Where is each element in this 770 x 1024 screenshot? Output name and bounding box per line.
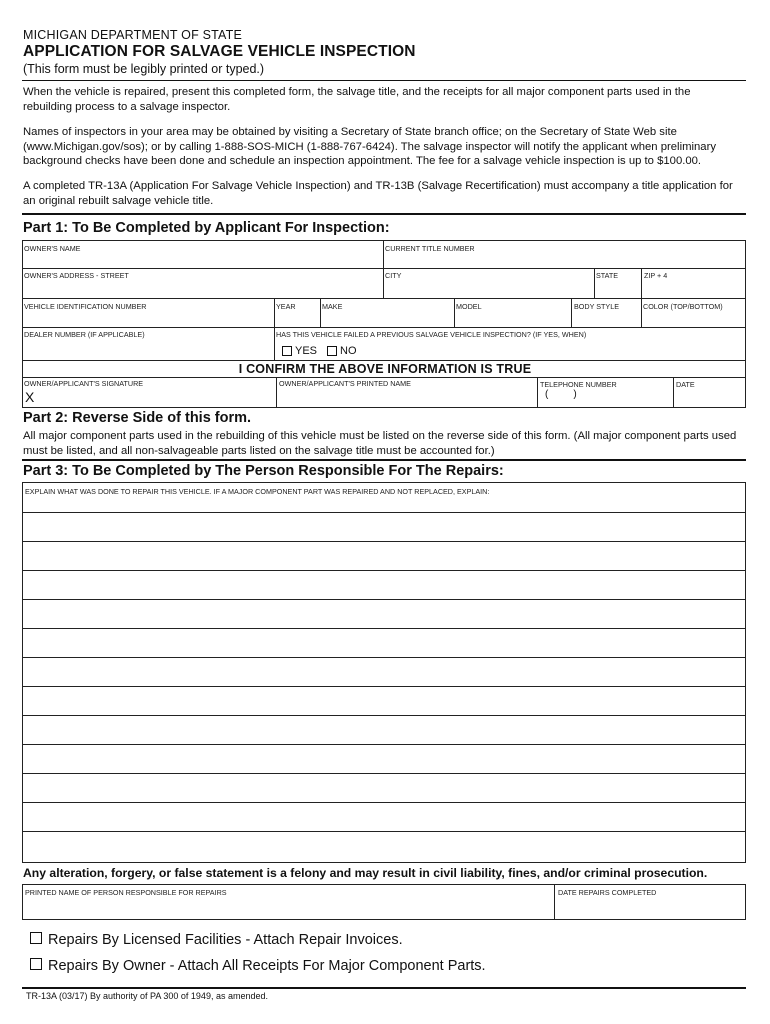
telephone-area-code: ( )	[545, 389, 577, 400]
date-repairs-completed-field[interactable]: DATE REPAIRS COMPLETED	[558, 888, 657, 897]
signature-mark: X	[25, 389, 35, 405]
part1-divider	[22, 213, 746, 215]
part1-title: Part 1: To Be Completed by Applicant For Inspection:	[23, 220, 390, 236]
date-field[interactable]: DATE	[676, 380, 695, 389]
checkbox-icon	[327, 346, 337, 356]
checkbox-icon	[282, 346, 292, 356]
yes-checkbox[interactable]: YES	[282, 345, 317, 357]
intro-paragraph-1: When the vehicle is repaired, present this completed form, the salvage title, and the receipts for all major component parts used in the rebuilding process to a salvage inspector.	[23, 86, 691, 113]
no-checkbox[interactable]: NO	[327, 345, 357, 357]
header-divider	[22, 80, 746, 81]
licensed-facilities-option[interactable]: Repairs By Licensed Facilities - Attach Repair Invoices.	[30, 932, 403, 948]
form-title: APPLICATION FOR SALVAGE VEHICLE INSPECTION	[23, 43, 416, 60]
dealer-number-field[interactable]: DEALER NUMBER (IF APPLICABLE)	[24, 330, 145, 339]
repair-explanation-box[interactable]	[22, 482, 746, 863]
printed-name-field[interactable]: OWNER/APPLICANT'S PRINTED NAME	[279, 379, 411, 388]
failed-inspection-question: HAS THIS VEHICLE FAILED A PREVIOUS SALVAGE VEHICLE INSPECTION? (IF YES, WHEN)	[276, 330, 587, 339]
owner-address-field[interactable]: OWNER'S ADDRESS - STREET	[24, 271, 129, 280]
form-subtitle: (This form must be legibly printed or typed.)	[23, 62, 265, 76]
footer-divider	[22, 987, 746, 989]
repair-explanation-label: EXPLAIN WHAT WAS DONE TO REPAIR THIS VEHICLE. IF A MAJOR COMPONENT PART WAS REPAIRED AND NOT REPLACED, EXPLAIN:	[25, 487, 490, 496]
body-style-field[interactable]: BODY STYLE	[574, 302, 620, 311]
current-title-number-field[interactable]: CURRENT TITLE NUMBER	[385, 244, 475, 253]
state-field[interactable]: STATE	[596, 271, 619, 280]
agency-name: MICHIGAN DEPARTMENT OF STATE	[23, 28, 243, 42]
checkbox-icon	[30, 932, 42, 944]
part3-divider	[22, 459, 746, 461]
telephone-field[interactable]: TELEPHONE NUMBER	[540, 380, 617, 389]
zip-field[interactable]: ZIP + 4	[644, 271, 668, 280]
intro-paragraph-2: Names of inspectors in your area may be obtained by visiting a Secretary of State branch office; on the Secretary of State Web site (www.Michigan.gov/sos); or by calling 1-888-SOS-MICH (1-888-767-6424). The salvage inspector will notify the applicant when preliminary background checks have been done and schedule an inspection appointment. The fee for a salvage vehicle inspection is up to $100.00.	[23, 126, 716, 167]
confirm-statement: I CONFIRM THE ABOVE INFORMATION IS TRUE	[238, 362, 532, 376]
form-footer: TR-13A (03/17) By authority of PA 300 of 1949, as amended.	[26, 991, 268, 1001]
part3-title: Part 3: To Be Completed by The Person Responsible For The Repairs:	[23, 463, 504, 479]
owner-name-field[interactable]: OWNER'S NAME	[24, 244, 81, 253]
vin-field[interactable]: VEHICLE IDENTIFICATION NUMBER	[24, 302, 147, 311]
year-field[interactable]: YEAR	[276, 302, 296, 311]
city-field[interactable]: CITY	[385, 271, 402, 280]
signature-field[interactable]: OWNER/APPLICANT'S SIGNATURE	[24, 379, 144, 388]
repair-person-name-field[interactable]: PRINTED NAME OF PERSON RESPONSIBLE FOR REPAIRS	[25, 888, 227, 897]
part2-title: Part 2: Reverse Side of this form.	[23, 410, 252, 426]
make-field[interactable]: MAKE	[322, 302, 343, 311]
felony-warning: Any alteration, forgery, or false statement is a felony and may result in civil liability, fines, and/or criminal prosecution.	[23, 866, 708, 880]
part2-text: All major component parts used in the rebuilding of this vehicle must be listed on the reverse side of this form. (All major component parts used must be listed, and all non-salvageable parts listed on the salvage title must be accounted for.)	[23, 430, 737, 457]
owner-repairs-option[interactable]: Repairs By Owner - Attach All Receipts For Major Component Parts.	[30, 958, 486, 974]
color-field[interactable]: COLOR (TOP/BOTTOM)	[643, 302, 723, 311]
model-field[interactable]: MODEL	[456, 302, 482, 311]
intro-paragraph-3: A completed TR-13A (Application For Salvage Vehicle Inspection) and TR-13B (Salvage Recertification) must accompany a title application for an original rebuilt salvage vehicle title.	[23, 180, 733, 207]
checkbox-icon	[30, 958, 42, 970]
